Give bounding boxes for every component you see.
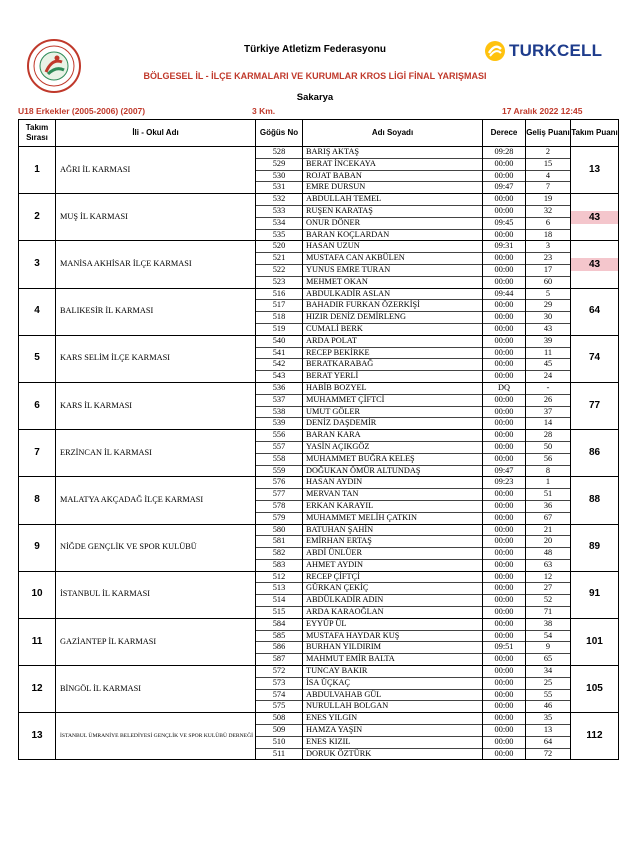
athlete-bib: 540 xyxy=(256,335,303,347)
team-score: 88 xyxy=(571,477,619,524)
athlete-time: 00:00 xyxy=(483,736,526,748)
athlete-points: 23 xyxy=(526,253,571,265)
athlete-bib: 522 xyxy=(256,264,303,276)
athlete-name: ABDULVAHAB GÜL xyxy=(303,689,483,701)
team-club-name: BİNGÖL İL KARMASI xyxy=(56,666,256,713)
athlete-points: 32 xyxy=(526,205,571,217)
athlete-name: DOĞUKAN ÖMÜR ALTUNDAŞ xyxy=(303,465,483,477)
federation-title: Türkiye Atletizm Federasyonu xyxy=(244,44,386,55)
athlete-points: 1 xyxy=(526,477,571,489)
athlete-time: 00:00 xyxy=(483,559,526,571)
athlete-points: 46 xyxy=(526,701,571,713)
athlete-time: 09:45 xyxy=(483,217,526,229)
athlete-name: DORUK ÖZTÜRK xyxy=(303,748,483,760)
athlete-name: BATUHAN ŞAHİN xyxy=(303,524,483,536)
athlete-points: 55 xyxy=(526,689,571,701)
athlete-time: 00:00 xyxy=(483,430,526,442)
athlete-name: MUHAMMET ÇİFTCİ xyxy=(303,394,483,406)
athlete-time: 00:00 xyxy=(483,253,526,265)
team-score xyxy=(571,241,619,288)
athlete-name: MUHAMMET BUĞRA KELEŞ xyxy=(303,453,483,465)
athlete-time: 00:00 xyxy=(483,524,526,536)
athlete-time: 00:00 xyxy=(483,595,526,607)
athlete-points: 5 xyxy=(526,288,571,300)
athlete-time: 00:00 xyxy=(483,323,526,335)
athlete-points: 54 xyxy=(526,630,571,642)
athlete-name: RUŞEN KARATAŞ xyxy=(303,205,483,217)
athlete-name: ONUR DÖNER xyxy=(303,217,483,229)
athlete-time: 00:00 xyxy=(483,264,526,276)
team-score: 86 xyxy=(571,430,619,477)
turkcell-icon xyxy=(484,40,506,62)
team-score: 112 xyxy=(571,713,619,760)
athlete-time: 09:51 xyxy=(483,642,526,654)
athlete-bib: 572 xyxy=(256,666,303,678)
table-row xyxy=(19,713,619,725)
team-club-name: MANİSA AKHİSAR İLÇE KARMASI xyxy=(56,241,256,288)
athlete-time: 00:00 xyxy=(483,725,526,737)
athlete-time: 00:00 xyxy=(483,418,526,430)
table-row xyxy=(19,194,619,206)
results-table xyxy=(18,119,619,760)
athlete-bib: 542 xyxy=(256,359,303,371)
athlete-time: 00:00 xyxy=(483,489,526,501)
athlete-name: CUMALİ BERK xyxy=(303,323,483,335)
athlete-points: 19 xyxy=(526,194,571,206)
col-name: Adı Soyadı xyxy=(303,120,483,147)
event-title: BÖLGESEL İL - İLÇE KARMALARI VE KURUMLAR KROS LİGİ FİNAL YARIŞMASI xyxy=(143,71,487,81)
athlete-bib: 574 xyxy=(256,689,303,701)
athlete-time: 00:00 xyxy=(483,312,526,324)
team-club-name: KARS İL KARMASI xyxy=(56,382,256,429)
athlete-bib: 585 xyxy=(256,630,303,642)
athlete-time: 00:00 xyxy=(483,170,526,182)
athlete-bib: 528 xyxy=(256,147,303,159)
athlete-time: 00:00 xyxy=(483,194,526,206)
athlete-bib: 529 xyxy=(256,158,303,170)
athlete-name: YASİN AÇIKGÖZ xyxy=(303,441,483,453)
athlete-points: 25 xyxy=(526,677,571,689)
athlete-time: 00:00 xyxy=(483,500,526,512)
col-points: Geliş Puanı xyxy=(526,120,571,147)
athlete-bib: 541 xyxy=(256,347,303,359)
athlete-name: MEHMET OKAN xyxy=(303,276,483,288)
athlete-time: 00:00 xyxy=(483,713,526,725)
athlete-bib: 514 xyxy=(256,595,303,607)
distance-label: 3 Km. xyxy=(252,106,276,116)
athlete-points: 63 xyxy=(526,559,571,571)
athlete-time: 00:00 xyxy=(483,654,526,666)
athlete-bib: 516 xyxy=(256,288,303,300)
team-score: 105 xyxy=(571,666,619,713)
athlete-name: RECEP ÇİFTÇİ xyxy=(303,571,483,583)
athlete-name: MUHAMMET MELİH ÇATKIN xyxy=(303,512,483,524)
table-header-row xyxy=(19,120,619,147)
col-rank: Takım Sırası xyxy=(19,120,56,147)
athlete-name: MERVAN TAN xyxy=(303,489,483,501)
table-row xyxy=(19,666,619,678)
athlete-bib: 533 xyxy=(256,205,303,217)
athlete-bib: 537 xyxy=(256,394,303,406)
athlete-time: 00:00 xyxy=(483,618,526,630)
table-row xyxy=(19,571,619,583)
athlete-time: 00:00 xyxy=(483,677,526,689)
team-rank: 12 xyxy=(19,666,56,713)
athlete-points: - xyxy=(526,382,571,394)
athlete-points: 67 xyxy=(526,512,571,524)
athlete-bib: 509 xyxy=(256,725,303,737)
athlete-points: 18 xyxy=(526,229,571,241)
athlete-name: MUSTAFA HAYDAR KUŞ xyxy=(303,630,483,642)
athlete-name: ABDÜLKADİR ADIN xyxy=(303,595,483,607)
athlete-points: 56 xyxy=(526,453,571,465)
athlete-name: ABDİ ÜNLÜER xyxy=(303,548,483,560)
athlete-name: HASAN AYDIN xyxy=(303,477,483,489)
athlete-bib: 558 xyxy=(256,453,303,465)
athlete-bib: 578 xyxy=(256,500,303,512)
athlete-bib: 510 xyxy=(256,736,303,748)
athlete-points: 43 xyxy=(526,323,571,335)
athlete-points: 64 xyxy=(526,736,571,748)
team-score: 13 xyxy=(571,147,619,194)
athlete-name: AHMET AYDIN xyxy=(303,559,483,571)
athlete-points: 6 xyxy=(526,217,571,229)
athlete-points: 8 xyxy=(526,465,571,477)
athlete-points: 2 xyxy=(526,147,571,159)
athlete-time: 00:00 xyxy=(483,205,526,217)
athlete-name: ROJAT BABAN xyxy=(303,170,483,182)
athlete-points: 28 xyxy=(526,430,571,442)
athlete-bib: 511 xyxy=(256,748,303,760)
athlete-points: 14 xyxy=(526,418,571,430)
athlete-points: 15 xyxy=(526,158,571,170)
col-club: İli - Okul Adı xyxy=(56,120,256,147)
athlete-points: 26 xyxy=(526,394,571,406)
athlete-bib: 581 xyxy=(256,536,303,548)
athlete-name: EYYÜP ÜL xyxy=(303,618,483,630)
athlete-time: DQ xyxy=(483,382,526,394)
athlete-points: 17 xyxy=(526,264,571,276)
athlete-points: 13 xyxy=(526,725,571,737)
athlete-name: ENES KIZIL xyxy=(303,736,483,748)
athlete-bib: 534 xyxy=(256,217,303,229)
athlete-points: 20 xyxy=(526,536,571,548)
athlete-time: 09:44 xyxy=(483,288,526,300)
sponsor-logo xyxy=(484,40,602,62)
athlete-bib: 539 xyxy=(256,418,303,430)
athlete-bib: 535 xyxy=(256,229,303,241)
team-rank: 5 xyxy=(19,335,56,382)
col-bib: Göğüs No xyxy=(256,120,303,147)
athlete-time: 00:00 xyxy=(483,748,526,760)
athlete-points: 72 xyxy=(526,748,571,760)
team-rank: 7 xyxy=(19,430,56,477)
athlete-points: 45 xyxy=(526,359,571,371)
athlete-bib: 584 xyxy=(256,618,303,630)
athlete-time: 00:00 xyxy=(483,512,526,524)
athlete-bib: 523 xyxy=(256,276,303,288)
athlete-bib: 577 xyxy=(256,489,303,501)
team-score-highlight: 43 xyxy=(571,258,618,271)
team-club-name: KARS SELİM İLÇE KARMASI xyxy=(56,335,256,382)
athlete-points: 9 xyxy=(526,642,571,654)
table-row xyxy=(19,335,619,347)
athlete-points: 71 xyxy=(526,607,571,619)
athlete-points: 30 xyxy=(526,312,571,324)
athlete-bib: 583 xyxy=(256,559,303,571)
athlete-points: 34 xyxy=(526,666,571,678)
athlete-time: 00:00 xyxy=(483,276,526,288)
team-club-name: MALATYA AKÇADAĞ İLÇE KARMASI xyxy=(56,477,256,524)
team-score xyxy=(571,194,619,241)
athlete-name: MUSTAFA CAN AKBÜLEN xyxy=(303,253,483,265)
athlete-bib: 557 xyxy=(256,441,303,453)
athlete-bib: 517 xyxy=(256,300,303,312)
athlete-name: ARDA KARAOĞLAN xyxy=(303,607,483,619)
athlete-name: İSA ÜÇKAÇ xyxy=(303,677,483,689)
athlete-points: 21 xyxy=(526,524,571,536)
athlete-time: 00:00 xyxy=(483,701,526,713)
athlete-name: TUNCAY BAKIR xyxy=(303,666,483,678)
athlete-bib: 559 xyxy=(256,465,303,477)
team-score: 74 xyxy=(571,335,619,382)
athlete-points: 7 xyxy=(526,182,571,194)
team-club-name: AĞRI İL KARMASI xyxy=(56,147,256,194)
athlete-time: 00:00 xyxy=(483,335,526,347)
team-rank: 13 xyxy=(19,713,56,760)
athlete-bib: 586 xyxy=(256,642,303,654)
team-club-name: MUŞ İL KARMASI xyxy=(56,194,256,241)
athlete-points: 65 xyxy=(526,654,571,666)
athlete-bib: 531 xyxy=(256,182,303,194)
athlete-name: YUNUS EMRE TURAN xyxy=(303,264,483,276)
athlete-name: BARIŞ AKTAŞ xyxy=(303,147,483,159)
team-score: 91 xyxy=(571,571,619,618)
athlete-time: 00:00 xyxy=(483,453,526,465)
team-rank: 10 xyxy=(19,571,56,618)
athlete-bib: 513 xyxy=(256,583,303,595)
athlete-time: 09:47 xyxy=(483,465,526,477)
col-time: Derece xyxy=(483,120,526,147)
athlete-time: 00:00 xyxy=(483,548,526,560)
category-label: U18 Erkekler (2005-2006) (2007) xyxy=(18,106,146,116)
athlete-time: 00:00 xyxy=(483,630,526,642)
athlete-points: 36 xyxy=(526,500,571,512)
athlete-bib: 512 xyxy=(256,571,303,583)
athlete-time: 09:47 xyxy=(483,182,526,194)
team-club-name: NİĞDE GENÇLİK VE SPOR KULÜBÜ xyxy=(56,524,256,571)
athlete-name: BARAN KOÇLARDAN xyxy=(303,229,483,241)
athlete-points: 12 xyxy=(526,571,571,583)
athlete-bib: 519 xyxy=(256,323,303,335)
athlete-name: ABDULLAH TEMEL xyxy=(303,194,483,206)
athlete-bib: 518 xyxy=(256,312,303,324)
team-score: 101 xyxy=(571,618,619,665)
athlete-time: 09:28 xyxy=(483,147,526,159)
athlete-bib: 515 xyxy=(256,607,303,619)
athlete-bib: 543 xyxy=(256,371,303,383)
athlete-time: 00:00 xyxy=(483,689,526,701)
athlete-bib: 521 xyxy=(256,253,303,265)
athlete-points: 60 xyxy=(526,276,571,288)
athlete-bib: 530 xyxy=(256,170,303,182)
athlete-bib: 579 xyxy=(256,512,303,524)
athlete-name: BERAT İNCEKAYA xyxy=(303,158,483,170)
athlete-name: BURHAN YILDIRIM xyxy=(303,642,483,654)
athlete-points: 29 xyxy=(526,300,571,312)
col-team-score: Takım Puanı xyxy=(571,120,619,147)
team-club-name: GAZİANTEP İL KARMASI xyxy=(56,618,256,665)
team-rank: 1 xyxy=(19,147,56,194)
athlete-points: 38 xyxy=(526,618,571,630)
athlete-name: HAMZA YAŞIN xyxy=(303,725,483,737)
athlete-points: 48 xyxy=(526,548,571,560)
athlete-bib: 538 xyxy=(256,406,303,418)
athlete-time: 00:00 xyxy=(483,441,526,453)
athlete-time: 00:00 xyxy=(483,347,526,359)
athlete-points: 37 xyxy=(526,406,571,418)
athlete-time: 00:00 xyxy=(483,229,526,241)
athlete-bib: 587 xyxy=(256,654,303,666)
athlete-points: 52 xyxy=(526,595,571,607)
athlete-name: ENES YILGIN xyxy=(303,713,483,725)
team-rank: 8 xyxy=(19,477,56,524)
athlete-name: HIZIR DENİZ DEMİRLENG xyxy=(303,312,483,324)
athlete-name: BERAT YERLİ xyxy=(303,371,483,383)
athlete-name: DENİZ DAŞDEMİR xyxy=(303,418,483,430)
team-rank: 11 xyxy=(19,618,56,665)
team-club-name: ERZİNCAN İL KARMASI xyxy=(56,430,256,477)
team-rank: 9 xyxy=(19,524,56,571)
athlete-name: RECEP BEKİRKE xyxy=(303,347,483,359)
athlete-name: GÜRKAN ÇEKİÇ xyxy=(303,583,483,595)
table-row xyxy=(19,618,619,630)
athlete-name: ARDA POLAT xyxy=(303,335,483,347)
team-rank: 2 xyxy=(19,194,56,241)
results-body xyxy=(19,147,619,760)
team-score-highlight: 43 xyxy=(571,211,618,224)
city-label: Sakarya xyxy=(296,92,334,103)
athlete-name: HASAN UZUN xyxy=(303,241,483,253)
athlete-time: 00:00 xyxy=(483,607,526,619)
athlete-bib: 520 xyxy=(256,241,303,253)
team-rank: 4 xyxy=(19,288,56,335)
athlete-time: 00:00 xyxy=(483,406,526,418)
athlete-name: EMİRHAN ERTAŞ xyxy=(303,536,483,548)
athlete-name: UMUT GÖLER xyxy=(303,406,483,418)
athlete-name: BARAN KARA xyxy=(303,430,483,442)
athlete-time: 00:00 xyxy=(483,536,526,548)
team-rank: 6 xyxy=(19,382,56,429)
athlete-time: 00:00 xyxy=(483,300,526,312)
athlete-points: 24 xyxy=(526,371,571,383)
team-club-name: BALIKESİR İL KARMASI xyxy=(56,288,256,335)
team-rank: 3 xyxy=(19,241,56,288)
athlete-time: 00:00 xyxy=(483,666,526,678)
team-score: 64 xyxy=(571,288,619,335)
athlete-time: 00:00 xyxy=(483,158,526,170)
athlete-bib: 580 xyxy=(256,524,303,536)
athlete-bib: 573 xyxy=(256,677,303,689)
athlete-time: 00:00 xyxy=(483,394,526,406)
table-row xyxy=(19,382,619,394)
athlete-bib: 576 xyxy=(256,477,303,489)
athlete-points: 27 xyxy=(526,583,571,595)
athlete-name: MAHMUT EMİR BALTA xyxy=(303,654,483,666)
athlete-name: NURULLAH BOLGAN xyxy=(303,701,483,713)
sponsor-name: TURKCELL xyxy=(509,41,603,60)
athlete-bib: 508 xyxy=(256,713,303,725)
table-row xyxy=(19,241,619,253)
team-score: 77 xyxy=(571,382,619,429)
athlete-bib: 582 xyxy=(256,548,303,560)
athlete-points: 11 xyxy=(526,347,571,359)
athlete-points: 4 xyxy=(526,170,571,182)
athlete-bib: 532 xyxy=(256,194,303,206)
athlete-points: 39 xyxy=(526,335,571,347)
athlete-bib: 575 xyxy=(256,701,303,713)
athlete-bib: 536 xyxy=(256,382,303,394)
athlete-time: 00:00 xyxy=(483,371,526,383)
athlete-time: 00:00 xyxy=(483,359,526,371)
athlete-time: 00:00 xyxy=(483,571,526,583)
team-score: 89 xyxy=(571,524,619,571)
athlete-time: 00:00 xyxy=(483,583,526,595)
athlete-name: BERATKARABAĞ xyxy=(303,359,483,371)
date-label: 17 Aralık 2022 12:45 xyxy=(502,106,583,116)
athlete-bib: 556 xyxy=(256,430,303,442)
team-club-name: İSTANBUL ÜMRANİYE BELEDİYESİ GENÇLİK VE SPOR KULÜBÜ DERNEĞİ xyxy=(56,713,256,760)
athlete-name: HABİB BOZYEL xyxy=(303,382,483,394)
athlete-name: EMRE DURSUN xyxy=(303,182,483,194)
table-row xyxy=(19,288,619,300)
table-row xyxy=(19,524,619,536)
athlete-time: 09:31 xyxy=(483,241,526,253)
athlete-points: 51 xyxy=(526,489,571,501)
athlete-name: ABDULKADİR ASLAN xyxy=(303,288,483,300)
athlete-name: BAHADIR FURKAN ÖZERKİŞİ xyxy=(303,300,483,312)
athlete-points: 50 xyxy=(526,441,571,453)
table-row xyxy=(19,430,619,442)
table-row xyxy=(19,477,619,489)
table-row xyxy=(19,147,619,159)
athlete-name: ERKAN KARAYIL xyxy=(303,500,483,512)
athlete-points: 3 xyxy=(526,241,571,253)
team-club-name: İSTANBUL İL KARMASI xyxy=(56,571,256,618)
athlete-time: 09:23 xyxy=(483,477,526,489)
athlete-points: 35 xyxy=(526,713,571,725)
